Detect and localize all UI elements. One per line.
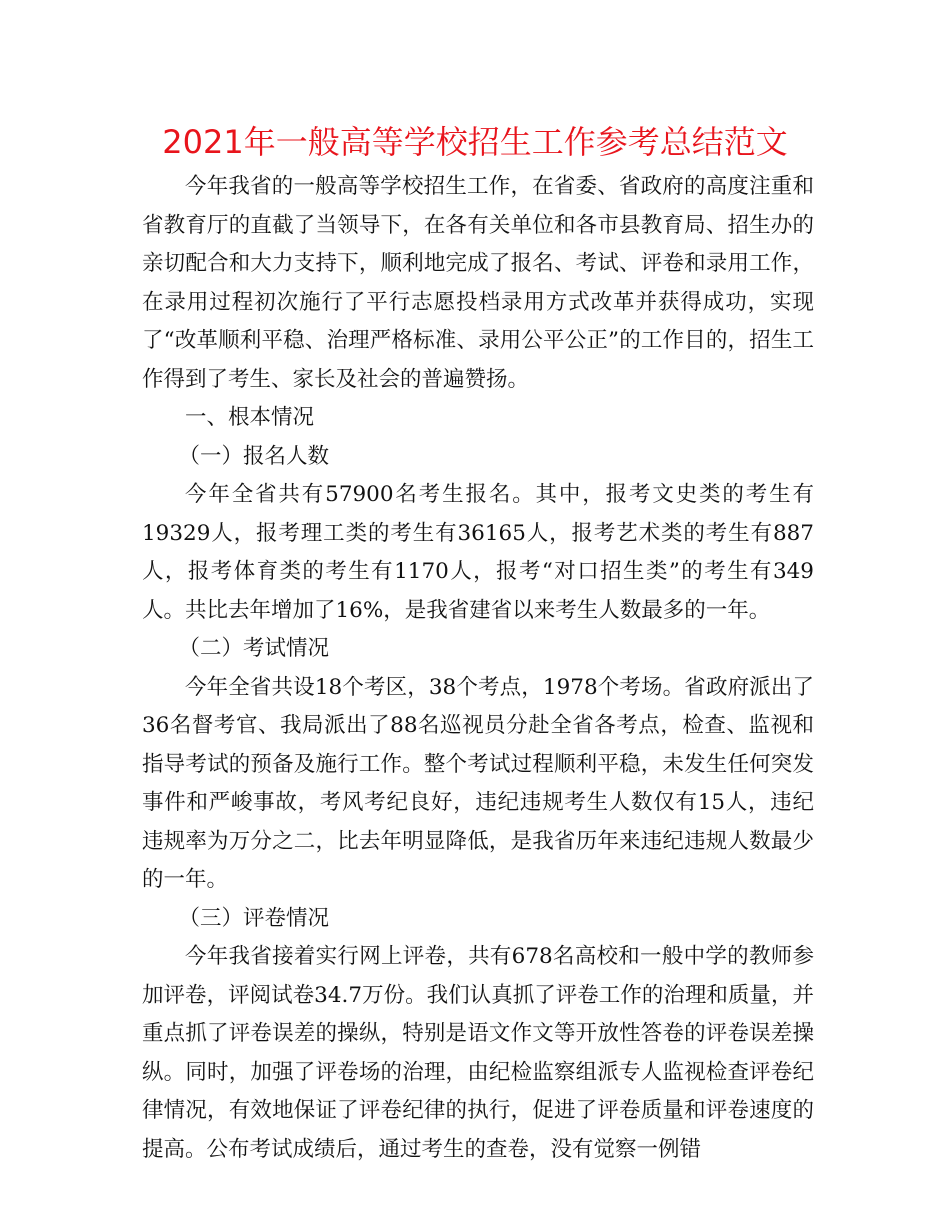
- paragraph-exam: 今年全省共设18个考区，38个考点，1978个考场。省政府派出了36名督考官、我局派出了88名巡视员分赴全省各考点，检查、监视和指导考试的预备及施行工作。整个考试过程顺利平稳，未发生任何突发事件和严峻事故，考风考纪良好，违纪违规考生人数仅有15人，违纪违规率为万分之二，比去年明显降低，是我省历年来违纪违规人数最少的一年。: [142, 674, 814, 892]
- section-heading-basic: 一、根本情况: [185, 405, 315, 430]
- subsection-heading-registration: （一）报名人数: [178, 443, 330, 469]
- document-body: [142, 168, 814, 1169]
- paragraph-registration: 今年全省共有57900名考生报名。其中，报考文史类的考生有19329人，报考理工类的考生有36165人，报考艺术类的考生有887人，报考体育类的考生有1170人，报考“对口招生类”的考生有349人。共比去年增加了16%，是我省建省以来考生人数最多的一年。: [142, 482, 814, 623]
- paragraph-grading: 今年我省接着实行网上评卷，共有678名高校和一般中学的教师参加评卷，评阅试卷34.7万份。我们认真抓了评卷工作的治理和质量，并重点抓了评卷误差的操纵，特别是语文作文等开放性答卷的评卷误差操纵。同时，加强了评卷场的治理，由纪检监察组派专人监视检查评卷纪律情况，有效地保证了评卷纪律的执行，促进了评卷质量和评卷速度的提高。公布考试成绩后，通过考生的查卷，没有觉察一例错: [142, 944, 814, 1162]
- document-title: 2021年一般高等学校招生工作参考总结范文: [162, 123, 788, 161]
- paragraph-intro: 今年我省的一般高等学校招生工作，在省委、省政府的高度注重和省教育厅的直截了当领导下，在各有关单位和各市县教育局、招生办的亲切配合和大力支持下，顺利地完成了报名、考试、评卷和录用工作，在录用过程初次施行了平行志愿投档录用方式改革并获得成功，实现了“改革顺利平稳、治理严格标准、录用公平公正”的工作目的，招生工作得到了考生、家长及社会的普遍赞扬。: [142, 174, 814, 392]
- subsection-heading-exam: （二）考试情况: [178, 636, 330, 661]
- subsection-heading-grading: （三）评卷情况: [178, 905, 330, 931]
